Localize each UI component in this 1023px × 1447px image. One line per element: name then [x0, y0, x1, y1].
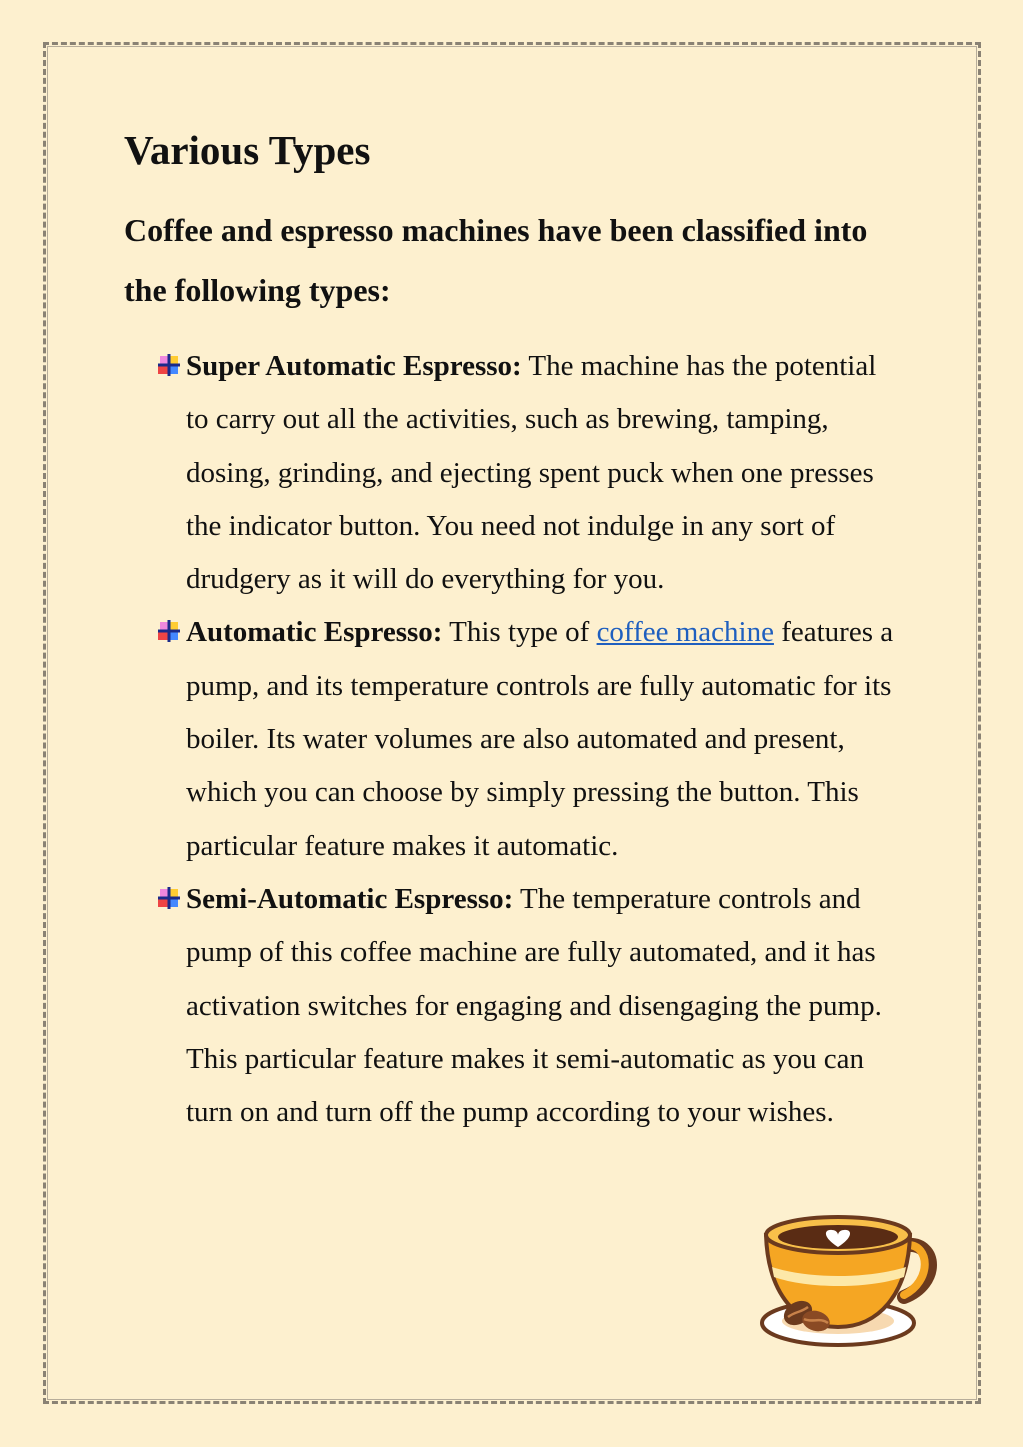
pinwheel-bullet-icon	[156, 618, 182, 644]
types-list	[124, 340, 904, 1139]
description-prefix: This type of	[442, 616, 597, 649]
page-title: Various Types	[124, 127, 371, 173]
list-item-super-automatic	[124, 340, 904, 606]
coffee-cup-icon	[758, 1205, 938, 1350]
subtitle: Coffee and espresso machines have been classified into the following types:	[124, 212, 868, 308]
list-item-automatic	[124, 606, 904, 872]
list-item-semi-automatic	[124, 873, 904, 1139]
term-label: Automatic Espresso:	[186, 616, 443, 649]
coffee-machine-link[interactable]: coffee machine	[596, 616, 774, 649]
term-label: Super Automatic Espresso:	[186, 350, 522, 382]
description: features a pump, and its temperature controls are fully automatic for its boiler. Its water volumes are also automated and present, which you can choose by simply pressing the button. This particular feature makes it automatic.	[186, 616, 894, 862]
term-label: Semi-Automatic Espresso:	[186, 882, 514, 915]
description: The machine has the potential to carry out all the activities, such as brewing, tamping, dosing, grinding, and ejecting spent puck when one presses the indicator button. You need not indulge in any sort of drudgery as it will do everything for you.	[186, 350, 877, 596]
description: The temperature controls and pump of this coffee machine are fully automated, and it has activation switches for engaging and disengaging the pump. This particular feature makes it semi-automatic as you can turn on and turn off the pump according to your wishes.	[186, 882, 882, 1129]
pinwheel-bullet-icon	[156, 885, 182, 911]
pinwheel-bullet-icon	[156, 352, 182, 378]
document-body	[124, 122, 904, 1139]
